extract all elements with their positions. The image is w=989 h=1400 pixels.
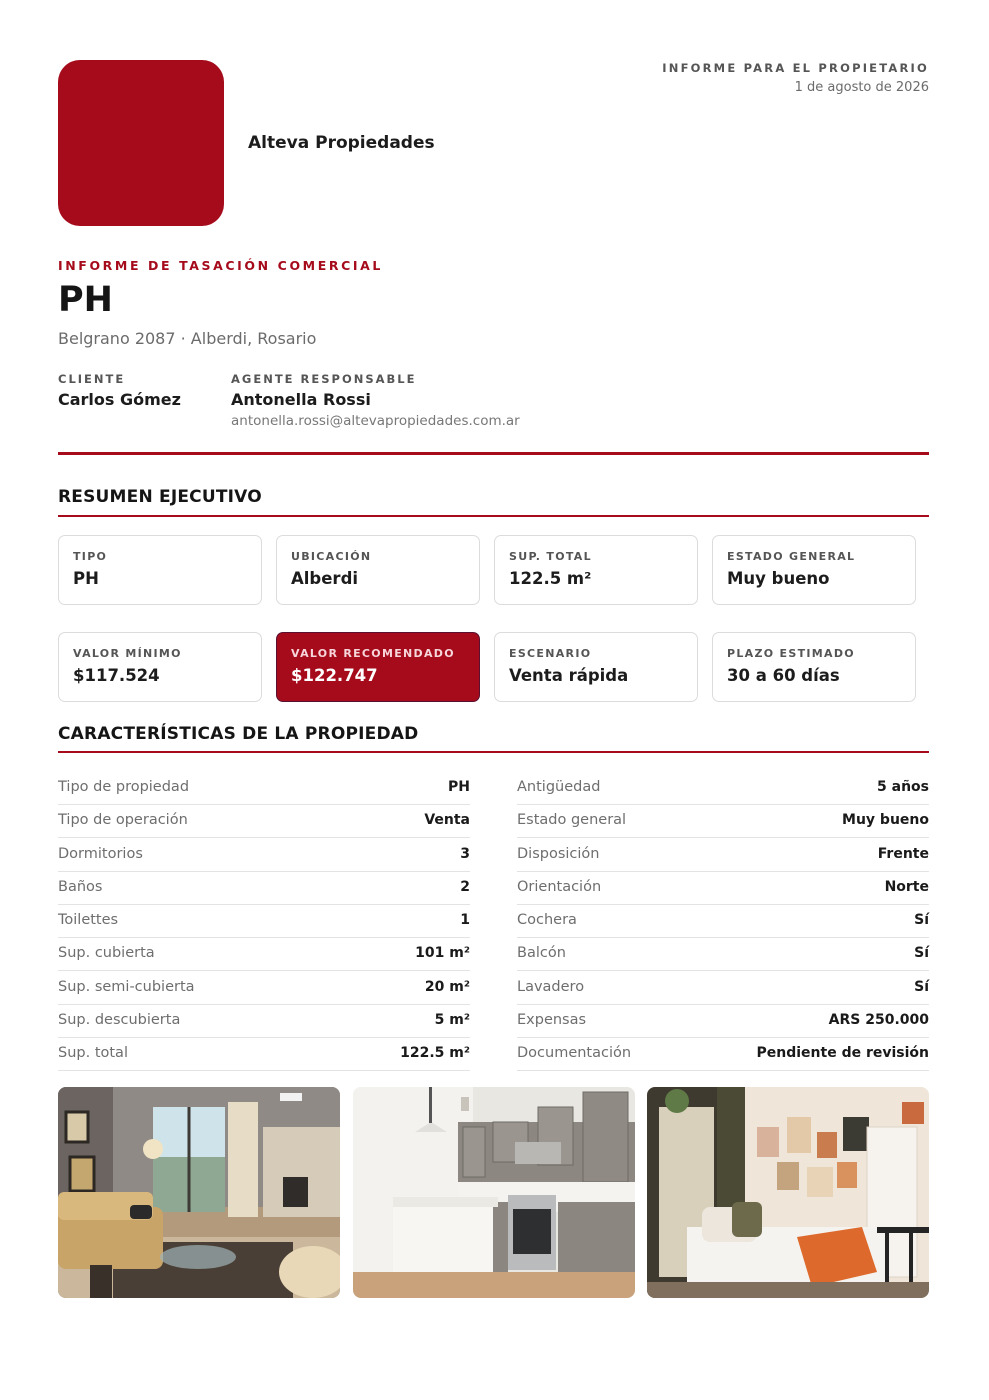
feature-key: Lavadero xyxy=(517,979,585,995)
card-value: Venta rápida xyxy=(509,666,629,685)
card-value: Alberdi xyxy=(291,569,359,588)
feature-row xyxy=(517,1004,929,1038)
features-title: CARACTERÍSTICAS DE LA PROPIEDAD xyxy=(58,724,419,744)
feature-row xyxy=(58,771,470,805)
summary-card-type xyxy=(58,535,262,605)
feature-key: Antigüedad xyxy=(517,779,601,795)
card-value: 122.5 m² xyxy=(509,569,592,588)
feature-row xyxy=(58,971,470,1005)
feature-row xyxy=(517,771,929,805)
feature-row xyxy=(58,1037,470,1071)
feature-row xyxy=(58,804,470,838)
feature-key: Tipo de propiedad xyxy=(58,779,190,795)
living-room-photo xyxy=(58,1087,340,1298)
feature-key: Toilettes xyxy=(58,912,119,928)
bedroom-photo xyxy=(647,1087,929,1298)
feature-row xyxy=(58,904,470,938)
feature-key: Sup. descubierta xyxy=(58,1012,181,1028)
feature-value: ARS 250.000 xyxy=(828,1012,929,1028)
feature-value: Sí xyxy=(914,945,929,961)
feature-row xyxy=(517,838,929,872)
feature-row xyxy=(517,1037,929,1071)
feature-key: Documentación xyxy=(517,1045,632,1061)
agent-name: Antonella Rossi xyxy=(231,390,371,409)
report-audience: INFORME PARA EL PROPIETARIO xyxy=(662,61,929,75)
feature-value: 2 xyxy=(460,879,470,895)
agent-email[interactable]: antonella.rossi@altevapropiedades.com.ar xyxy=(231,413,520,429)
feature-key: Estado general xyxy=(517,812,627,828)
feature-value: PH xyxy=(448,779,470,795)
feature-row xyxy=(517,804,929,838)
feature-key: Sup. cubierta xyxy=(58,945,155,961)
card-label: VALOR MÍNIMO xyxy=(73,647,182,660)
summary-card-timeframe xyxy=(712,632,916,702)
feature-value: Frente xyxy=(877,846,929,862)
feature-value: Norte xyxy=(884,879,929,895)
summary-card-recommended-value xyxy=(276,632,480,702)
feature-value: Muy bueno xyxy=(842,812,929,828)
report-kicker: INFORME DE TASACIÓN COMERCIAL xyxy=(58,258,383,273)
feature-value: 122.5 m² xyxy=(400,1045,470,1061)
feature-key: Balcón xyxy=(517,945,566,961)
card-label: ESCENARIO xyxy=(509,647,592,660)
feature-value: 20 m² xyxy=(424,979,470,995)
client-label: CLIENTE xyxy=(58,372,126,386)
feature-value: Venta xyxy=(424,812,470,828)
feature-row xyxy=(517,971,929,1005)
feature-row xyxy=(58,871,470,905)
feature-key: Sup. total xyxy=(58,1045,128,1061)
card-label: TIPO xyxy=(73,550,108,563)
card-value: $122.747 xyxy=(291,666,378,685)
card-label: ESTADO GENERAL xyxy=(727,550,856,563)
card-label: PLAZO ESTIMADO xyxy=(727,647,855,660)
feature-row xyxy=(58,937,470,971)
card-label: VALOR RECOMENDADO xyxy=(291,647,455,660)
feature-key: Baños xyxy=(58,879,103,895)
kitchen-photo xyxy=(353,1087,635,1298)
card-label: UBICACIÓN xyxy=(291,550,372,563)
feature-value: Sí xyxy=(914,979,929,995)
summary-card-location xyxy=(276,535,480,605)
feature-key: Dormitorios xyxy=(58,846,143,862)
feature-key: Tipo de operación xyxy=(58,812,188,828)
agent-label: AGENTE RESPONSABLE xyxy=(231,372,417,386)
report-date: 1 de agosto de 2026 xyxy=(794,80,929,95)
feature-row xyxy=(517,871,929,905)
feature-key: Orientación xyxy=(517,879,602,895)
feature-key: Disposición xyxy=(517,846,600,862)
feature-value: 3 xyxy=(460,846,470,862)
page-title: PH xyxy=(58,280,113,320)
feature-key: Sup. semi-cubierta xyxy=(58,979,195,995)
header-divider xyxy=(58,452,929,455)
feature-row xyxy=(58,838,470,872)
feature-value: 1 xyxy=(460,912,470,928)
features-divider xyxy=(58,751,929,753)
feature-value: 5 m² xyxy=(434,1012,470,1028)
card-label: SUP. TOTAL xyxy=(509,550,592,563)
card-value: PH xyxy=(73,569,99,588)
summary-divider xyxy=(58,515,929,517)
summary-card-min-value xyxy=(58,632,262,702)
summary-card-condition xyxy=(712,535,916,605)
feature-value: 5 años xyxy=(877,779,929,795)
summary-title: RESUMEN EJECUTIVO xyxy=(58,487,262,507)
summary-card-scenario xyxy=(494,632,698,702)
client-name: Carlos Gómez xyxy=(58,390,181,409)
feature-value: Pendiente de revisión xyxy=(756,1045,929,1061)
feature-key: Expensas xyxy=(517,1012,587,1028)
feature-row xyxy=(58,1004,470,1038)
property-address: Belgrano 2087 · Alberdi, Rosario xyxy=(58,329,317,348)
card-value: Muy bueno xyxy=(727,569,830,588)
card-value: 30 a 60 días xyxy=(727,666,840,685)
card-value: $117.524 xyxy=(73,666,160,685)
feature-row xyxy=(517,937,929,971)
feature-value: Sí xyxy=(914,912,929,928)
feature-value: 101 m² xyxy=(415,945,470,961)
feature-key: Cochera xyxy=(517,912,577,928)
brand-name: Alteva Propiedades xyxy=(248,133,435,153)
feature-row xyxy=(517,904,929,938)
summary-card-total-area xyxy=(494,535,698,605)
brand-logo xyxy=(58,60,224,226)
